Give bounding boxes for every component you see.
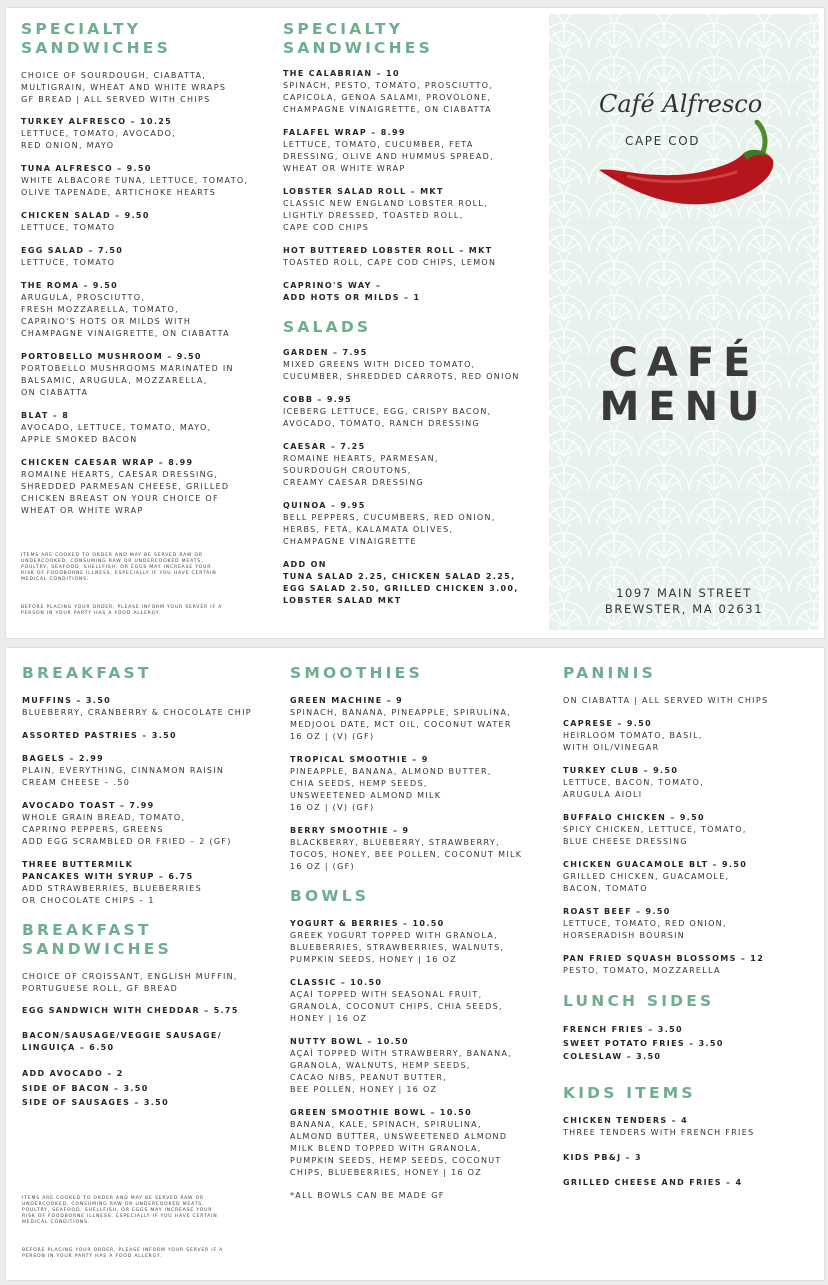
address-city: BREWSTER, MA 02631 <box>604 602 764 616</box>
item-description: SPICY CHICKEN, LETTUCE, TOMATO, BLUE CHEESE DRESSING <box>563 825 747 846</box>
menu-item <box>22 800 277 848</box>
section-heading-paninis: PANINIS <box>563 664 656 682</box>
menu-item <box>290 695 552 743</box>
menu-item <box>563 1152 818 1164</box>
brand-logo-script: Café Alfresco <box>599 90 763 118</box>
section-heading: SPECIALTY SANDWICHES <box>21 20 171 57</box>
item-description: PESTO, TOMATO, MOZZARELLA <box>563 966 721 975</box>
menu-item <box>563 1115 818 1139</box>
item-description: WHITE ALBACORE TUNA, LETTUCE, TOMATO, OLIVE TAPENADE, ARTICHOKE HEARTS <box>21 176 249 197</box>
item-description: BLUEBERRY, CRANBERRY & CHOCOLATE CHIP <box>22 708 252 717</box>
item-description: LETTUCE, TOMATO <box>21 258 116 267</box>
item-name: ASSORTED PASTRIES – 3.50 <box>22 731 177 740</box>
item-name: YOGURT & BERRIES – 10.50 <box>290 919 445 928</box>
menu-item <box>563 718 818 754</box>
menu-item <box>21 116 266 152</box>
item-name: CHICKEN CAESAR WRAP – 8.99 <box>21 458 194 467</box>
item-name: EGG SANDWICH WITH CHEDDAR – 5.75 <box>22 1006 239 1015</box>
menu-item <box>563 1177 818 1189</box>
item-name: THE ROMA – 9.50 <box>21 281 119 290</box>
menu-item <box>22 859 277 907</box>
menu-item <box>283 500 545 548</box>
item-name: ROAST BEEF – 9.50 <box>563 907 671 916</box>
item-name: BACON/SAUSAGE/VEGGIE SAUSAGE/ LINGUIÇA – 6.50 <box>22 1031 222 1052</box>
item-name: THE CALABRIAN – 10 <box>283 69 400 78</box>
item-name: THREE BUTTERMILK PANCAKES WITH SYRUP – 6.75 <box>22 860 194 881</box>
menu-item <box>563 906 818 942</box>
menu-item <box>21 163 266 199</box>
section-heading: SPECIALTY SANDWICHES <box>283 20 433 57</box>
menu-item <box>21 410 266 446</box>
item-description: SPINACH, PESTO, TOMATO, PROSCIUTTO, CAPICOLA, GENOA SALAMI, PROVOLONE, CHAMPAGNE VINAIGRETTE, ON CIABATTA <box>283 81 494 114</box>
item-name: MUFFINS – 3.50 <box>22 696 112 705</box>
section-heading-breakfast-sandwiches: BREAKFAST SANDWICHES <box>22 921 172 958</box>
item-name: GARDEN – 7.95 <box>283 348 368 357</box>
item-description: AÇAÍ TOPPED WITH SEASONAL FRUIT, GRANOLA, COCONUT CHIPS, CHIA SEEDS, HONEY | 16 OZ <box>290 990 503 1023</box>
item-description: BANANA, KALE, SPINACH, SPIRULINA, ALMOND BUTTER, UNSWEETENED ALMOND MILK BLEND TOPPED WITH GRANOLA, PUMPKIN SEEDS, HEMP SEEDS, COCONUT CHIPS, BLUEBERRIES, HONEY | 16 OZ <box>290 1120 508 1177</box>
item-name: GREEN SMOOTHIE BOWL – 10.50 <box>290 1108 472 1117</box>
section-intro: CHOICE OF CROISSANT, ENGLISH MUFFIN, PORTUGUESE ROLL, GF BREAD <box>22 972 238 993</box>
item-description: ROMAINE HEARTS, CAESAR DRESSING, SHREDDED PARMESAN CHEESE, GRILLED CHICKEN BREAST ON YOUR CHOICE OF WHEAT OR WHITE WRAP <box>21 470 230 515</box>
item-name: KIDS PB&J – 3 <box>563 1152 642 1162</box>
item-description: ICEBERG LETTUCE, EGG, CRISPY BACON, AVOCADO, TOMATO, RANCH DRESSING <box>283 407 492 428</box>
menu-item <box>563 953 818 977</box>
item-name: TURKEY ALFRESCO – 10.25 <box>21 117 173 126</box>
menu-item <box>290 754 552 814</box>
item-description: HEIRLOOM TOMATO, BASIL, WITH OIL/VINEGAR <box>563 731 703 752</box>
address-street: 1097 MAIN STREET <box>616 586 752 600</box>
item-name: TUNA ALFRESCO – 9.50 <box>21 164 152 173</box>
item-name: TROPICAL SMOOTHIE – 9 <box>290 755 429 764</box>
cover-title-line-2: MENU <box>599 384 769 430</box>
menu-item <box>283 394 545 430</box>
add-on-block <box>283 559 545 607</box>
item-description: AVOCADO, LETTUCE, TOMATO, MAYO, APPLE SMOKED BACON <box>21 423 212 444</box>
menu-item <box>21 280 266 340</box>
menu-item <box>563 812 818 848</box>
menu-item <box>283 186 545 234</box>
section-intro: ON CIABATTA | ALL SERVED WITH CHIPS <box>563 696 769 705</box>
section-heading-salads: SALADS <box>283 318 372 336</box>
item-name: COBB – 9.95 <box>283 395 353 404</box>
menu-item <box>22 1067 277 1111</box>
allergy-notice: BEFORE PLACING YOUR ORDER, PLEASE INFORM YOUR SERVER IF A PERSON IN YOUR PARTY HAS A FOOD ALLERGY. <box>22 1248 224 1259</box>
menu-cover <box>549 14 819 630</box>
item-name: HOT BUTTERED LOBSTER ROLL – MKT <box>283 246 493 255</box>
item-name: CAESAR – 7.25 <box>283 442 366 451</box>
menu-item <box>290 825 552 873</box>
menu-item <box>290 1036 552 1096</box>
item-name: TURKEY CLUB – 9.50 <box>563 766 679 775</box>
brand-location: CAPE COD <box>625 134 701 148</box>
allergy-notice: BEFORE PLACING YOUR ORDER, PLEASE INFORM YOUR SERVER IF A PERSON IN YOUR PARTY HAS A FOOD ALLERGY. <box>21 605 223 616</box>
item-name: LOBSTER SALAD ROLL – MKT <box>283 187 444 196</box>
item-description: PLAIN, EVERYTHING, CINNAMON RAISIN CREAM CHEESE – .50 <box>22 766 225 787</box>
item-name: BERRY SMOOTHIE – 9 <box>290 826 410 835</box>
item-description: AÇAÍ TOPPED WITH STRAWBERRY, BANANA, GRANOLA, WALNUTS, HEMP SEEDS, CACAO NIBS, PEANUT BUTTER, BEE POLLEN, HONEY | 16 OZ <box>290 1049 513 1094</box>
menu-item <box>21 457 266 517</box>
menu-item <box>283 127 545 175</box>
menu-item <box>283 245 545 269</box>
item-name: BAGELS – 2.99 <box>22 754 105 763</box>
menu-item <box>21 351 266 399</box>
item-name: GRILLED CHEESE AND FRIES – 4 <box>563 1177 743 1187</box>
menu-item <box>22 730 277 742</box>
item-description: MIXED GREENS WITH DICED TOMATO, CUCUMBER, SHREDDED CARROTS, RED ONION <box>283 360 520 381</box>
item-name: CAPRINO'S WAY – ADD HOTS OR MILDS – 1 <box>283 281 421 302</box>
item-name: CAPRESE – 9.50 <box>563 719 652 728</box>
section-intro: CHOICE OF SOURDOUGH, CIABATTA, MULTIGRAIN, WHEAT AND WHITE WRAPS GF BREAD | ALL SERVED WITH CHIPS <box>21 71 227 104</box>
menu-item <box>283 441 545 489</box>
item-description: TOASTED ROLL, CAPE COD CHIPS, LEMON <box>283 258 497 267</box>
item-description: WHOLE GRAIN BREAD, TOMATO, CAPRINO PEPPERS, GREENS ADD EGG SCRAMBLED OR FRIED – 2 (GF) <box>22 813 232 846</box>
item-name: GREEN MACHINE – 9 <box>290 696 404 705</box>
menu-item <box>290 1107 552 1179</box>
item-description: BLACKBERRY, BLUEBERRY, STRAWBERRY, TOCOS, HONEY, BEE POLLEN, COCONUT MILK 16 OZ | (GF) <box>290 838 523 871</box>
item-name: BLAT – 8 <box>21 411 70 420</box>
item-description: ARUGULA, PROSCIUTTO, FRESH MOZZARELLA, TOMATO, CAPRINO'S HOTS OR MILDS WITH CHAMPAGNE VINAIGRETTE, ON CIABATTA <box>21 293 230 338</box>
item-name: BUFFALO CHICKEN – 9.50 <box>563 813 705 822</box>
item-name: ADD AVOCADO – 2 SIDE OF BACON – 3.50 SIDE OF SAUSAGES – 3.50 <box>22 1069 169 1107</box>
lunch-sides-list: FRENCH FRIES – 3.50 SWEET POTATO FRIES – 3.50 COLESLAW – 3.50 <box>563 1025 724 1061</box>
item-description: GREEK YOGURT TOPPED WITH GRANOLA, BLUEBERRIES, STRAWBERRIES, WALNUTS, PUMPKIN SEEDS, HONEY | 16 OZ <box>290 931 505 964</box>
item-description: GRILLED CHICKEN, GUACAMOLE, BACON, TOMATO <box>563 872 730 893</box>
item-name: PAN FRIED SQUASH BLOSSOMS – 12 <box>563 954 765 963</box>
item-name: CLASSIC – 10.50 <box>290 978 383 987</box>
item-description: LETTUCE, BACON, TOMATO, ARUGULA AIOLI <box>563 778 705 799</box>
item-name: PORTOBELLO MUSHROOM – 9.50 <box>21 352 202 361</box>
menu-item <box>22 695 277 719</box>
cover-title-line-1: CAFÉ <box>608 340 760 386</box>
item-name: AVOCADO TOAST – 7.99 <box>22 801 155 810</box>
item-description: SPINACH, BANANA, PINEAPPLE, SPIRULINA, MEDJOOL DATE, MCT OIL, COCONUT WATER 16 OZ | (V) (GF) <box>290 708 512 741</box>
menu-item <box>563 765 818 801</box>
item-description: PINEAPPLE, BANANA, ALMOND BUTTER, CHIA SEEDS, HEMP SEEDS, UNSWEETENED ALMOND MILK 16 OZ | (V) (GF) <box>290 767 492 812</box>
add-on-text: TUNA SALAD 2.25, CHICKEN SALAD 2.25, EGG SALAD 2.50, GRILLED CHICKEN 3.00, LOBSTER SALAD MKT <box>283 572 519 605</box>
section-heading-smoothies: SMOOTHIES <box>290 664 423 682</box>
food-safety-notice: ITEMS ARE COOKED TO ORDER AND MAY BE SERVED RAW OR UNDERCOOKED. CONSUMING RAW OR UNDERCOOKED MEATS, POULTRY, SEAFOOD, SHELLFISH, OR EGGS MAY INCREASE YOUR RISK OF FOODBORNE ILLNESS, ESPECIALLY IF YOU HAVE CERTAIN MEDICAL CONDITIONS. <box>21 553 217 582</box>
menu-item <box>283 68 545 116</box>
item-name: CHICKEN TENDERS – 4 <box>563 1115 688 1125</box>
section-heading-lunch-sides: LUNCH SIDES <box>563 992 715 1010</box>
menu-item <box>22 1005 277 1017</box>
bowls-footnote: *ALL BOWLS CAN BE MADE GF <box>290 1191 445 1200</box>
item-description: LETTUCE, TOMATO <box>21 223 116 232</box>
item-description: LETTUCE, TOMATO, AVOCADO, RED ONION, MAYO <box>21 129 177 150</box>
menu-item <box>283 347 545 383</box>
section-heading-kids-items: KIDS ITEMS <box>563 1083 696 1102</box>
menu-item <box>21 210 266 234</box>
menu-item <box>290 918 552 966</box>
item-description: THREE TENDERS WITH FRENCH FRIES <box>563 1127 755 1137</box>
item-name: CHICKEN GUACAMOLE BLT – 9.50 <box>563 860 748 869</box>
item-description: PORTOBELLO MUSHROOMS MARINATED IN BALSAMIC, ARUGULA, MOZZARELLA, ON CIABATTA <box>21 364 234 397</box>
item-description: ADD STRAWBERRIES, BLUEBERRIES OR CHOCOLATE CHIPS – 1 <box>22 884 203 905</box>
menu-page-breakfast <box>6 648 824 1280</box>
section-heading-breakfast: BREAKFAST <box>22 664 152 682</box>
specialty-sandwiches-column-2 <box>283 20 545 607</box>
item-name: CHICKEN SALAD – 9.50 <box>21 211 150 220</box>
item-description: BELL PEPPERS, CUCUMBERS, RED ONION, HERBS, FETA, KALAMATA OLIVES, CHAMPAGNE VINAIGRETTE <box>283 513 496 546</box>
item-description: CLASSIC NEW ENGLAND LOBSTER ROLL, LIGHTLY DRESSED, TOASTED ROLL, CAPE COD CHIPS <box>283 199 489 232</box>
item-name: FALAFEL WRAP – 8.99 <box>283 128 406 137</box>
menu-item <box>290 977 552 1025</box>
menu-item <box>283 280 545 304</box>
add-on-label: ADD ON <box>283 560 327 569</box>
menu-item <box>22 753 277 789</box>
paninis-column <box>563 664 818 1189</box>
menu-item <box>563 859 818 895</box>
item-description: LETTUCE, TOMATO, RED ONION, HORSERADISH BOURSIN <box>563 919 727 940</box>
chili-pepper-icon <box>597 120 777 216</box>
breakfast-column <box>22 664 277 1111</box>
menu-item <box>22 1030 277 1054</box>
item-name: EGG SALAD – 7.50 <box>21 246 124 255</box>
item-name: QUINOA – 9.95 <box>283 501 366 510</box>
menu-page-lunch <box>6 8 824 638</box>
item-description: LETTUCE, TOMATO, CUCUMBER, FETA DRESSING, OLIVE AND HUMMUS SPREAD, WHEAT OR WHITE WRAP <box>283 140 494 173</box>
item-description: ROMAINE HEARTS, PARMESAN, SOURDOUGH CROUTONS, CREAMY CAESAR DRESSING <box>283 454 439 487</box>
item-name: NUTTY BOWL – 10.50 <box>290 1037 409 1046</box>
food-safety-notice: ITEMS ARE COOKED TO ORDER AND MAY BE SERVED RAW OR UNDERCOOKED. CONSUMING RAW OR UNDERCOOKED MEATS, POULTRY, SEAFOOD, SHELLFISH, OR EGGS MAY INCREASE YOUR RISK OF FOODBORNE ILLNESS, ESPECIALLY IF YOU HAVE CERTAIN MEDICAL CONDITIONS. <box>22 1196 218 1225</box>
section-heading-bowls: BOWLS <box>290 887 370 905</box>
smoothies-bowls-column <box>290 664 552 1202</box>
menu-item <box>21 245 266 269</box>
specialty-sandwiches-column-1 <box>21 20 266 517</box>
